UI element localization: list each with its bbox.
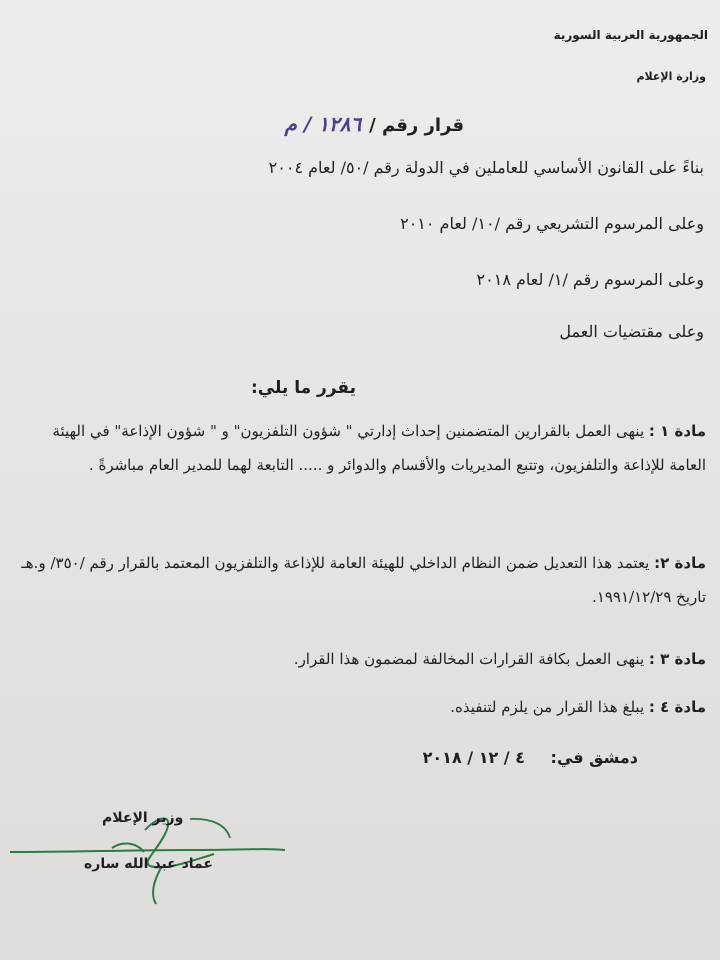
article-2-text: يعتمد هذا التعديل ضمن النظام الداخلي للهيئة العامة للإذاعة والتلفزيون المعتمد بالقرار رقم /٣٥٠/ و.هـ تاريخ ١٩٩١/١٢/٢٩.	[21, 554, 706, 606]
decides-heading: يقرر ما يلي:	[250, 378, 356, 398]
article-2-label: مادة ٢:	[654, 554, 706, 572]
signature-block	[0, 794, 720, 914]
signatory-name: عماد عبد الله ساره	[84, 856, 213, 872]
article-3-label: مادة ٣ :	[648, 650, 706, 668]
article-2	[16, 546, 706, 614]
header-ministry: وزارة الإعلام	[636, 70, 706, 83]
decree-number-line	[285, 112, 464, 136]
signatory-title: وزير الإعلام	[102, 810, 184, 826]
preamble-line-3: وعلى المرسوم رقم /١/ لعام ٢٠١٨	[476, 270, 704, 289]
preamble-line-1: بناءً على القانون الأساسي للعاملين في الدولة رقم /٥٠/ لعام ٢٠٠٤	[268, 158, 704, 177]
decree-number-handwritten: ١٢٨٦ / م	[284, 112, 362, 136]
date-line	[423, 748, 638, 767]
date-label: دمشق في:	[550, 748, 638, 767]
article-3-text: ينهى العمل بكافة القرارات المخالفة لمضمون هذا القرار.	[293, 650, 645, 668]
article-4	[16, 690, 706, 724]
decree-number-label: قرار رقم /	[369, 115, 464, 136]
article-4-label: مادة ٤ :	[648, 698, 706, 716]
date-value: ٤ / ١٢ / ٢٠١٨	[422, 748, 525, 767]
article-3	[16, 642, 706, 676]
preamble-line-2: وعلى المرسوم التشريعي رقم /١٠/ لعام ٢٠١٠	[400, 214, 704, 233]
preamble-line-4: وعلى مقتضيات العمل	[559, 322, 704, 341]
article-4-text: يبلغ هذا القرار من يلزم لتنفيذه.	[450, 698, 645, 716]
article-1	[16, 414, 706, 482]
header-country: الجمهورية العربية السورية	[553, 28, 708, 42]
article-1-text: ينهى العمل بالقرارين المتضمنين إحداث إدارتي " شؤون التلفزيون" و " شؤون الإذاعة" في الهيئة العامة للإذاعة والتلفزيون، وتتبع المديريات والأقسام والدوائر و ..... التابعة لهما للمدير العام مباشرةً .	[52, 422, 706, 474]
article-1-label: مادة ١ :	[648, 422, 706, 440]
